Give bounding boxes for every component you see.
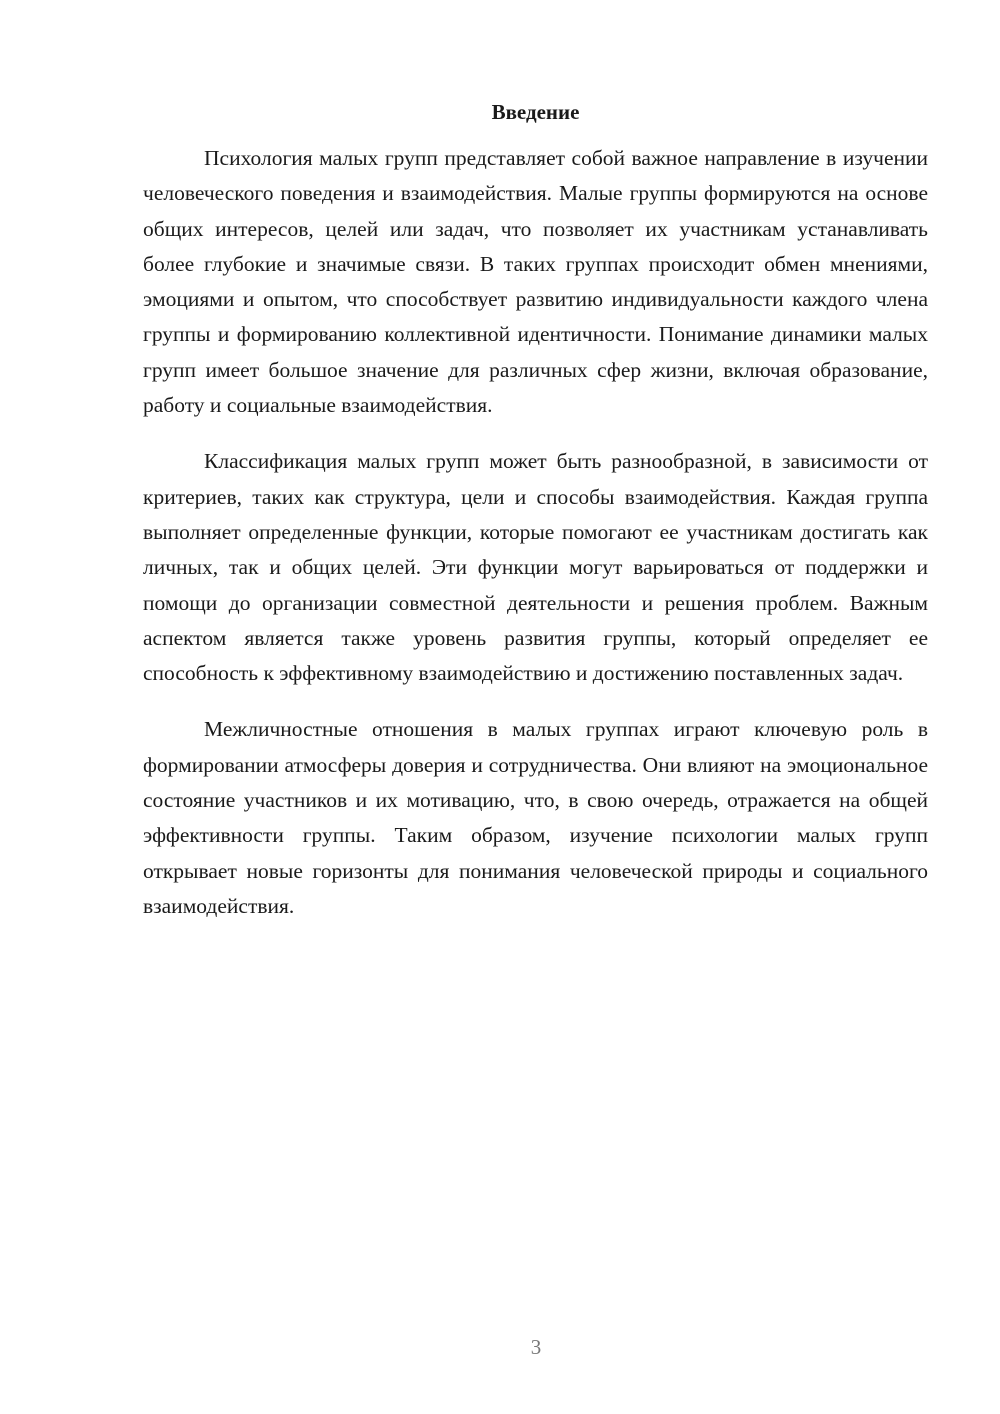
paragraph-3: Межличностные отношения в малых группах играют ключевую роль в формировании атмосферы доверия и сотрудничества. Они влияют на эмоциональное состояние участников и их мотивацию, что, в свою очередь, отражается на общей эффективности группы. Таким образом, изучение психологии малых групп открывает новые горизонты для понимания человеческой природы и социального взаимодействия.	[143, 717, 928, 918]
page-number: 3	[530, 1335, 542, 1359]
paragraph-2: Классификация малых групп может быть разнообразной, в зависимости от критериев, таких как структура, цели и способы взаимодействия. Каждая группа выполняет определенные функции, которые помогают ее участникам достигать как личных, так и общих целей. Эти функции могут варьироваться от поддержки и помощи до организации совместной деятельности и решения проблем. Важным аспектом является также уровень развития группы, который определяет ее способность к эффективному взаимодействию и достижению поставленных задач.	[143, 449, 928, 686]
section-title: Введение	[491, 100, 580, 124]
page-content	[143, 96, 928, 945]
paragraph-1: Психология малых групп представляет собой важное направление в изучении человеческого поведения и взаимодействия. Малые группы формируются на основе общих интересов, целей или задач, что позволяет их участникам устанавливать более глубокие и значимые связи. В таких группах происходит обмен мнениями, эмоциями и опытом, что способствует развитию индивидуальности каждого члена группы и формированию коллективной идентичности. Понимание динамики малых групп имеет большое значение для различных сфер жизни, включая образование, работу и социальные взаимодействия.	[143, 146, 928, 418]
